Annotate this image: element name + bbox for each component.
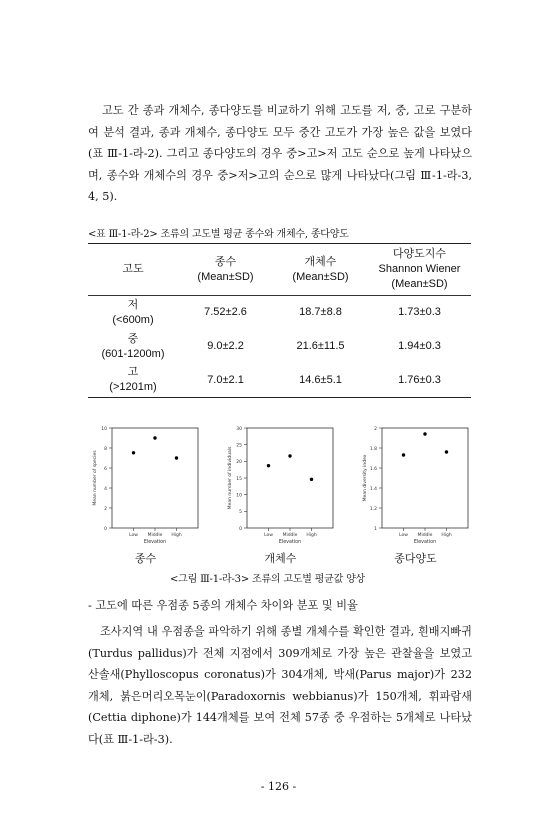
individuals-chart xyxy=(223,420,338,550)
y-tick-label: 1.6 xyxy=(369,466,377,472)
row-species: 7.0±2.1 xyxy=(178,364,273,398)
data-point xyxy=(175,456,178,459)
chart-label-diversity: 종다양도 xyxy=(394,552,437,565)
y-axis-label: Mean number of individuals xyxy=(228,446,233,510)
row-individuals: 14.6±5.1 xyxy=(273,364,368,398)
row-species: 9.0±2.2 xyxy=(207,340,244,352)
header-elevation: 고도 xyxy=(88,244,178,296)
table-row xyxy=(88,330,471,364)
body-paragraph xyxy=(88,621,472,750)
diversity-chart xyxy=(358,420,473,550)
plot-frame xyxy=(112,428,198,528)
y-tick-label: 2 xyxy=(374,426,377,432)
diversity-chart-svg xyxy=(358,420,473,550)
plot-frame xyxy=(382,428,468,528)
x-axis-label: Elevation xyxy=(278,540,302,545)
data-point xyxy=(132,451,135,454)
elevation-charts xyxy=(88,420,473,550)
y-tick-label: 10 xyxy=(236,493,242,499)
y-tick-label: 15 xyxy=(236,476,242,482)
x-axis-label: Elevation xyxy=(143,540,167,545)
x-tick-label: High xyxy=(306,533,317,538)
row-diversity: 1.94±0.3 xyxy=(398,340,441,352)
data-point xyxy=(153,436,156,439)
x-tick-label: Middle xyxy=(417,533,433,538)
data-point xyxy=(445,450,448,453)
section-bullet: - 고도에 따른 우점종 5종의 개체수 차이와 분포 및 비율 xyxy=(88,599,358,612)
y-tick-label: 6 xyxy=(104,466,107,472)
y-tick-label: 25 xyxy=(236,443,242,449)
table-header-row xyxy=(88,244,471,296)
y-tick-label: 1 xyxy=(374,526,377,532)
x-tick-label: High xyxy=(171,533,182,538)
plot-frame xyxy=(247,428,333,528)
y-tick-label: 0 xyxy=(104,526,107,532)
individuals-chart-svg xyxy=(223,420,338,550)
x-tick-label: Middle xyxy=(282,533,298,538)
row-diversity: 1.73±0.3 xyxy=(398,306,441,319)
x-tick-label: High xyxy=(441,533,452,538)
y-tick-label: 30 xyxy=(236,426,242,432)
row-individuals: 21.6±11.5 xyxy=(296,340,345,352)
row-elevation: 저 (<600m) xyxy=(112,298,154,326)
chart-label-species: 종수 xyxy=(134,552,157,565)
y-tick-label: 20 xyxy=(236,460,242,466)
data-point xyxy=(402,453,405,456)
row-elevation: 고 (>1201m) xyxy=(88,364,178,398)
row-elevation: 중 (601-1200m) xyxy=(101,332,165,360)
intro-paragraph xyxy=(88,100,472,208)
data-point xyxy=(423,432,426,435)
x-tick-label: Middle xyxy=(147,533,163,538)
y-axis-label: Mean diversity index xyxy=(363,454,368,502)
chart-label-individuals: 개체수 xyxy=(264,552,297,565)
y-tick-label: 1.8 xyxy=(369,446,377,452)
header-diversity: 다양도지수 Shannon Wiener (Mean±SD) xyxy=(368,244,471,296)
species-chart xyxy=(88,420,203,550)
y-tick-label: 8 xyxy=(104,446,107,452)
y-tick-label: 10 xyxy=(101,426,107,432)
figure-caption: <그림 Ⅲ-1-라-3> 조류의 고도별 평균값 양상 xyxy=(170,574,365,585)
y-tick-label: 1.2 xyxy=(369,506,377,512)
row-species: 7.52±2.6 xyxy=(204,306,247,319)
header-species: 종수 (Mean±SD) xyxy=(178,244,273,296)
row-diversity: 1.76±0.3 xyxy=(368,364,471,398)
elevation-summary-table xyxy=(88,243,471,398)
table-row xyxy=(88,296,471,330)
x-tick-label: Low xyxy=(129,533,138,538)
x-axis-label: Elevation xyxy=(413,540,437,545)
intro-paragraph-text: 고도 간 종과 개체수, 종다양도를 비교하기 위해 고도를 저, 중, 고로 구분하여 분석 결과, 종과 개체수, 종다양도 모두 중간 고도가 가장 높은 값을 보였다(표 Ⅲ-1-라-2). 그리고 종다양도의 경우 중>고>저 고도 순으로 높게 나타났으며, 종수와 개체수의 경우 중>저>고의 순으로 많게 나타났다(그림 Ⅲ-1-라-3, 4, 5). xyxy=(88,104,472,203)
species-chart-svg xyxy=(88,420,203,550)
data-point xyxy=(267,464,270,467)
y-tick-label: 5 xyxy=(239,510,242,516)
page-number: - 126 - xyxy=(260,780,297,793)
table-caption: <표 Ⅲ-1-라-2> 조류의 고도별 평균 종수와 개체수, 종다양도 xyxy=(88,229,349,240)
data-point xyxy=(288,454,291,457)
data-point xyxy=(310,478,313,481)
header-individuals: 개체수 (Mean±SD) xyxy=(273,244,368,296)
x-tick-label: Low xyxy=(264,533,273,538)
y-axis-label: Mean number of species xyxy=(93,450,98,506)
y-tick-label: 4 xyxy=(104,486,107,492)
y-tick-label: 1.4 xyxy=(369,486,377,492)
x-tick-label: Low xyxy=(399,533,408,538)
y-tick-label: 0 xyxy=(239,526,242,532)
row-individuals: 18.7±8.8 xyxy=(299,306,342,319)
body-paragraph-text: 조사지역 내 우점종을 파악하기 위해 종별 개체수를 확인한 결과, 흰배지빠귀(Turdus pallidus)가 전체 지점에서 309개체로 가장 높은 관찰율을 보였고 산솔새(Phylloscopus coronatus)가 304개체, 박새(Parus major)가 232개체, 붉은머리오목눈이(Paradoxornis webbianus)가 150개체, 휘파람새(Cettia diphone)가 144개체를 보여 전체 57종 중 우점하는 5개체로 나타났다(표 Ⅲ-1-라-3). xyxy=(88,625,472,746)
table-row xyxy=(88,364,471,398)
y-tick-label: 2 xyxy=(104,506,107,512)
